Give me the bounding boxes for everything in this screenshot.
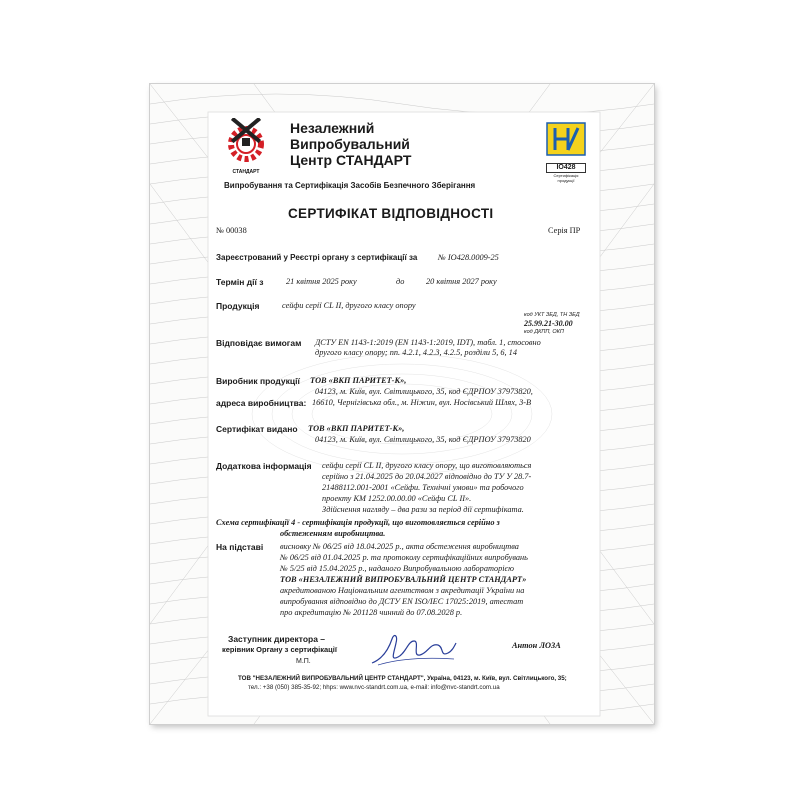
requirements-line-2: другого класу опору; пп. 4.2.1, 4.2.3, 4.2.5, розділи 5, 6, 14 — [315, 348, 517, 357]
basis-line-7: про акредитацію № 201128 чинний до 07.08.2028 р. — [280, 608, 463, 617]
basis-line-6: випробування відповідно до ДСТУ EN ISO/IEC 17025:2019, атестат — [280, 597, 524, 606]
code-value: 25.99.21-30.00 — [524, 319, 573, 328]
signatory-role-1: Заступник директора – — [228, 634, 326, 644]
registry-value: № IO428.0009-25 — [438, 253, 499, 262]
signatory-role-2: керівник Органу з сертифікації — [222, 645, 337, 654]
certificate-number: № 00038 — [216, 226, 247, 235]
basis-line-4: ТОВ «НЕЗАЛЕЖНИЙ ВИПРОБУВАЛЬНИЙ ЦЕНТР СТАНДАРТ» — [280, 575, 527, 584]
basis-line-2: № 06/25 від 01.04.2025 р. та протоколу сертифікаційних випробувань — [280, 553, 528, 562]
term-to-word: до — [396, 277, 405, 286]
manufacturer-name: ТОВ «ВКП ПАРИТЕТ-К», — [310, 376, 407, 385]
org-line-2: Випробувальний — [290, 136, 410, 152]
requirements-label: Відповідає вимогам — [216, 338, 302, 348]
svg-text:СТАНДАРТ: СТАНДАРТ — [232, 169, 260, 175]
scheme-line-1: Схема сертифікації 4 - сертифікація продукції, що виготовляється серійно з — [216, 518, 500, 527]
extra-info-line-3: 21488112.001-2001 «Сейфи. Технічні умови» та робочого — [322, 483, 524, 492]
requirements-line-1: ДСТУ EN 1143-1:2019 (EN 1143-1:2019, IDT), табл. 1, стосовно — [315, 338, 541, 347]
basis-label: На підставі — [216, 542, 264, 552]
term-to: 20 квітня 2027 року — [426, 277, 497, 286]
extra-info-line-5: Здійснення нагляду – два рази за період дії сертифіката. — [322, 505, 524, 514]
mark-caption: Сертифікація продукції — [553, 173, 579, 183]
extra-info-line-1: сейфи серії CL II, другого класу опору, що виготовляються — [322, 461, 532, 470]
basis-line-3: № 5/25 від 15.04.2025 р., наданого Випробувальною лабораторією — [280, 564, 515, 573]
org-line-1: Незалежний — [290, 120, 375, 136]
basis-line-1: висновку № 06/25 від 18.04.2025 р., акта обстеження виробництва — [280, 542, 519, 551]
conformity-mark-icon — [546, 122, 586, 156]
manufacturer-label: Виробник продукції — [216, 376, 300, 386]
certificate-title: СЕРТИФІКАТ ВІДПОВІДНОСТІ — [288, 206, 494, 221]
conformity-mark — [546, 122, 586, 183]
stamp-place: М.П. — [296, 658, 311, 665]
basis-line-5: акредитованою Національним агентством з акредитації України на — [280, 586, 525, 595]
production-address: 16610, Чернігівська обл., м. Ніжин, вул. Носівський Шлях, 3-В — [312, 398, 532, 407]
production-address-label: адреса виробництва: — [216, 398, 307, 408]
code-label-2: код ДКПП, ОКП — [524, 329, 564, 335]
term-label: Термін дії з — [216, 277, 264, 287]
extra-info-line-2: серійно з 21.04.2025 до 20.04.2027 відповідно до ТУ У 28.7- — [322, 472, 532, 481]
registry-label: Зареєстрований у Реєстрі органу з сертифікації за — [216, 253, 418, 262]
footer-line-2: тел.: +38 (050) 385-35-92; hhps: www.nvc-standrt.com.ua, e-mail: info@nvc-standrt.com.ua — [248, 684, 500, 691]
issued-label: Сертифікат видано — [216, 424, 298, 434]
scheme-line-2: обстеженням виробництва. — [280, 529, 386, 538]
organization-name — [290, 120, 411, 168]
certificate-sheet — [150, 84, 654, 724]
gear-hammer-logo-icon — [220, 118, 272, 176]
term-from: 21 квітня 2025 року — [286, 277, 357, 286]
mark-code: IO428 — [546, 163, 586, 173]
product-value: сейфи серії CL II, другого класу опору — [282, 301, 416, 310]
code-label-1: код УКТ ЗЕД, ТН ЗЕД — [524, 312, 580, 318]
org-line-3: Центр СТАНДАРТ — [290, 152, 412, 168]
signature-icon — [368, 629, 458, 669]
issued-address: 04123, м. Київ, вул. Світлицького, 35, код ЄДРПОУ 37973820 — [315, 435, 531, 444]
issued-name: ТОВ «ВКП ПАРИТЕТ-К», — [308, 424, 405, 433]
extra-info-line-4: проекту КМ 1252.00.00.00 «Сейфи CL II». — [322, 494, 472, 503]
certificate-series: Серія ПР — [548, 226, 581, 235]
manufacturer-address: 04123, м. Київ, вул. Світлицького, 35, код ЄДРПОУ 37973820, — [315, 387, 533, 396]
footer-line-1: ТОВ "НЕЗАЛЕЖНИЙ ВИПРОБУВАЛЬНИЙ ЦЕНТР СТАНДАРТ", Україна, 04123, м. Київ, вул. Світлицького, 35; — [238, 675, 567, 682]
product-label: Продукція — [216, 301, 260, 311]
extra-info-label: Додаткова інформація — [216, 461, 312, 471]
signatory-name: Антон ЛОЗА — [512, 641, 561, 650]
tagline: Випробування та Сертифікація Засобів Безпечного Зберігання — [224, 181, 476, 190]
